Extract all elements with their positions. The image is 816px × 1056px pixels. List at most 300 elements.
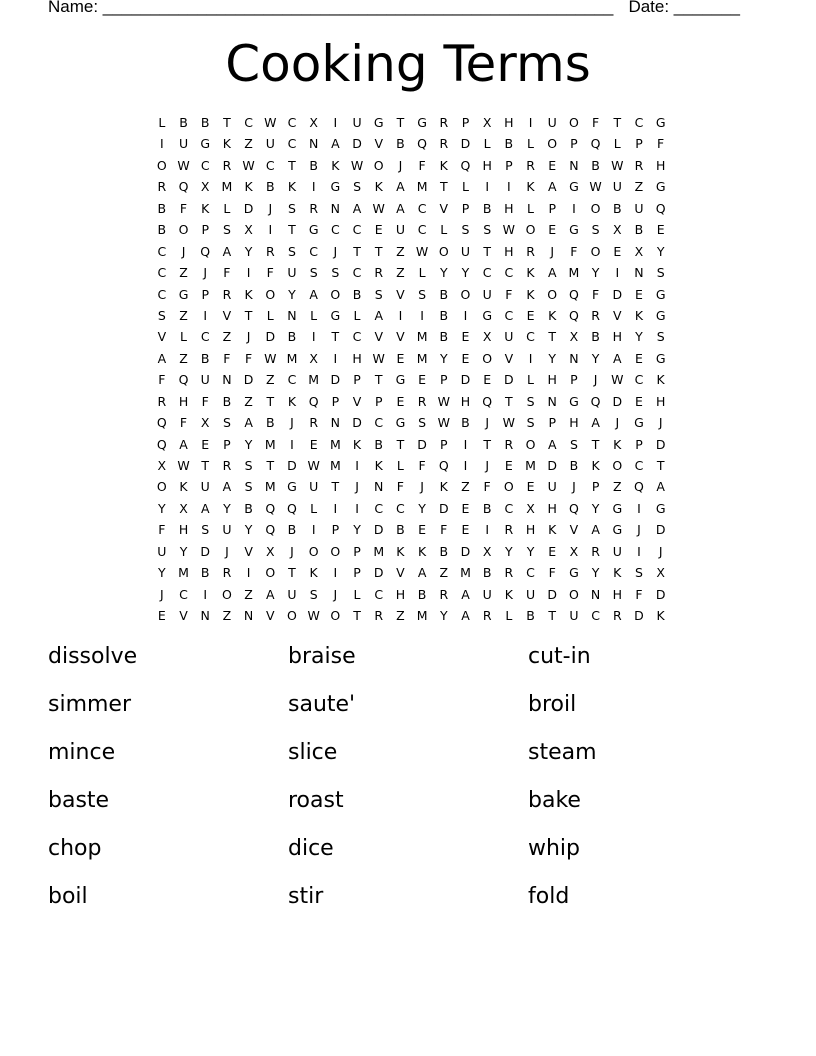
grid-letter: B [526,608,535,624]
grid-letter: M [286,350,298,366]
grid-letter: Z [179,307,188,323]
grid-letter: X [656,565,665,581]
grid-letter: T [483,243,491,259]
grid-letter: W [242,157,255,173]
grid-letter: T [331,479,340,495]
grid-letter: C [352,222,362,238]
grid-letter: A [244,415,253,431]
grid-letter: T [201,458,210,473]
grid-letter: E [548,222,557,238]
grid-letter: I [507,179,511,195]
word-list-item: roast [288,788,344,813]
grid-letter: A [547,179,557,195]
grid-letter: E [635,393,643,409]
grid-letter: M [221,179,233,195]
word-list-item: broil [528,692,577,717]
grid-letter: X [157,458,167,473]
grid-letter: C [504,500,514,516]
grid-letter: T [483,436,491,452]
grid-letter: P [374,393,383,409]
grid-letter: K [504,586,513,602]
grid-letter: B [200,565,210,581]
grid-letter: R [439,136,449,152]
grid-letter: C [526,329,535,345]
grid-letter: V [179,608,188,624]
grid-letter: K [613,436,622,452]
grid-letter: C [374,415,384,431]
grid-letter: G [655,350,666,366]
grid-letter: Q [156,415,167,431]
word-list-item: chop [48,836,102,861]
grid-letter: L [266,307,274,323]
grid-letter: J [398,157,403,173]
grid-letter: L [418,265,426,281]
grid-letter: R [591,543,600,559]
grid-letter: M [416,179,428,195]
grid-letter: Z [634,179,644,195]
grid-letter: M [525,458,536,473]
grid-letter: W [437,415,450,431]
grid-letter: U [504,329,514,345]
grid-letter: X [200,179,210,195]
grid-letter: D [373,565,384,581]
grid-letter: M [460,565,471,581]
grid-letter: E [548,157,557,173]
grid-letter: X [569,543,579,559]
grid-letter: P [570,136,578,152]
grid-letter: A [222,479,232,495]
grid-letter: Q [417,136,428,152]
grid-letter: L [310,500,318,516]
grid-letter: L [527,136,535,152]
grid-letter: B [352,286,362,302]
grid-letter: D [373,522,384,538]
grid-letter: K [613,565,622,581]
grid-letter: W [372,200,385,216]
grid-letter: S [526,393,535,409]
grid-letter: I [615,265,620,281]
grid-letter: A [179,436,188,452]
grid-letter: A [591,522,600,538]
grid-letter: G [655,307,666,323]
grid-letter: M [568,265,580,281]
grid-letter: T [591,436,600,452]
grid-letter: R [222,286,232,302]
grid-letter: G [655,500,666,516]
grid-letter: S [483,222,492,238]
grid-letter: J [658,543,663,559]
grid-letter: P [331,393,340,409]
grid-letter: V [374,329,383,345]
grid-letter: B [287,329,297,345]
grid-letter: U [178,136,189,152]
grid-letter: C [634,372,644,388]
grid-letter: I [311,522,316,538]
grid-letter: Y [179,543,188,559]
grid-letter: N [547,393,557,409]
grid-letter: D [460,136,471,152]
grid-letter: Z [396,608,405,624]
grid-letter: K [244,179,253,195]
grid-letter: K [656,372,665,388]
grid-letter: H [547,500,557,516]
grid-letter: Q [482,393,493,409]
grid-letter: O [373,157,384,173]
grid-letter: C [396,500,405,516]
grid-letter: B [244,500,253,516]
grid-letter: G [330,307,341,323]
grid-letter: X [265,543,275,559]
grid-letter: T [439,179,448,195]
grid-letter: E [526,479,535,495]
grid-letter: P [353,543,361,559]
grid-letter: X [200,415,210,431]
grid-letter: A [222,243,232,259]
grid-letter: R [634,157,644,173]
grid-letter: Y [591,265,600,281]
grid-letter: D [547,458,558,473]
grid-letter: X [569,329,579,345]
grid-letter: H [178,522,189,538]
grid-letter: N [330,200,341,216]
grid-letter: F [179,415,188,431]
grid-letter: G [395,415,406,431]
grid-letter: S [569,436,578,452]
grid-letter: I [485,522,489,538]
grid-letter: X [634,243,644,259]
grid-letter: C [157,286,167,302]
grid-letter: L [527,372,535,388]
grid-letter: T [266,393,275,409]
grid-letter: T [353,608,361,624]
grid-letter: C [287,136,297,152]
grid-letter: B [309,157,318,173]
grid-letter: I [203,307,208,323]
grid-letter: N [569,350,579,366]
grid-letter: H [352,350,362,366]
grid-letter: F [244,350,253,366]
grid-letter: E [613,243,622,259]
grid-letter: J [485,415,489,431]
grid-letter: K [222,136,231,152]
grid-letter: O [482,350,493,366]
grid-letter: A [309,286,318,302]
grid-letter: B [482,565,492,581]
grid-letter: G [569,179,579,195]
grid-letter: N [287,307,297,323]
grid-letter: I [420,307,424,323]
grid-letter: G [634,415,644,431]
grid-letter: R [439,115,449,130]
grid-letter: H [504,115,514,130]
grid-letter: T [288,157,296,173]
grid-letter: E [201,436,210,452]
grid-letter: P [440,436,448,452]
grid-letter: Y [526,543,535,559]
grid-letter: C [417,222,427,238]
grid-letter: Y [635,329,643,345]
grid-letter: J [420,479,424,495]
grid-letter: N [634,265,644,281]
grid-letter: D [438,500,449,516]
grid-letter: K [526,265,535,281]
grid-letter: U [460,243,471,259]
grid-letter: G [395,372,406,388]
grid-letter: D [352,136,362,152]
grid-letter: C [374,500,384,516]
grid-letter: Y [439,608,448,624]
grid-letter: C [200,157,210,173]
grid-letter: A [374,307,383,323]
grid-letter: E [461,329,470,345]
grid-letter: A [547,436,557,452]
grid-letter: H [612,329,622,345]
grid-letter: C [504,307,514,323]
grid-letter: B [439,286,449,302]
grid-letter: B [200,115,210,130]
grid-letter: T [331,329,340,345]
grid-letter: Q [265,500,276,516]
grid-letter: I [333,500,338,516]
grid-letter: U [395,222,405,238]
grid-letter: O [178,222,189,238]
word-list-item: braise [288,644,356,669]
grid-letter: R [417,393,427,409]
grid-letter: P [570,372,578,388]
grid-letter: P [223,436,231,452]
grid-letter: W [611,372,624,388]
grid-letter: J [593,372,598,388]
grid-letter: F [158,372,166,388]
grid-letter: F [223,350,231,366]
grid-letter: B [569,458,579,473]
letter-grid [151,112,672,627]
grid-letter: F [657,136,665,152]
grid-letter: J [290,415,294,431]
grid-letter: J [246,329,251,345]
grid-letter: T [374,372,383,388]
grid-letter: L [353,307,361,323]
grid-letter: F [635,586,643,602]
grid-letter: F [570,243,578,259]
grid-letter: L [223,200,231,216]
grid-letter: E [396,393,405,409]
grid-letter: I [463,458,468,473]
grid-letter: I [398,307,403,323]
grid-letter: J [572,479,576,495]
grid-letter: X [526,500,535,516]
grid-letter: W [264,350,277,366]
grid-letter: Z [396,265,405,281]
grid-letter: Q [460,157,471,173]
grid-letter: H [482,157,492,173]
grid-letter: I [246,565,251,581]
grid-letter: Y [505,543,513,559]
grid-letter: C [504,265,514,281]
date-field-label: Date: _______ [628,0,740,16]
grid-letter: S [222,222,231,238]
grid-letter: H [655,393,666,409]
grid-letter: M [416,329,428,345]
grid-letter: X [612,222,622,238]
grid-letter: B [504,136,514,152]
grid-letter: C [374,586,384,602]
grid-letter: D [287,458,297,473]
grid-letter: O [287,608,297,624]
grid-letter: V [222,307,232,323]
grid-letter: F [440,522,448,538]
grid-letter: B [396,522,405,538]
grid-letter: P [353,372,361,388]
grid-letter: C [309,243,319,259]
grid-letter: E [396,350,405,366]
word-list-item: stir [288,884,324,909]
grid-letter: S [418,286,427,302]
grid-letter: D [243,372,254,388]
grid-letter: O [590,243,601,259]
grid-letter: I [311,329,316,345]
grid-letter: E [504,458,513,473]
grid-letter: Z [244,393,253,409]
page-title: Cooking Terms [225,35,591,93]
grid-letter: I [246,265,251,281]
grid-letter: U [569,608,579,624]
grid-letter: G [569,565,579,581]
grid-letter: J [160,586,164,602]
grid-letter: J [203,265,208,281]
grid-letter: N [569,157,579,173]
grid-letter: A [461,608,470,624]
grid-letter: E [157,608,166,624]
grid-letter: Z [396,243,405,259]
grid-letter: R [309,200,318,216]
grid-letter: B [591,157,600,173]
grid-letter: Y [353,522,361,538]
grid-letter: K [352,436,362,452]
grid-letter: S [656,265,665,281]
grid-letter: Q [655,200,666,216]
grid-letter: W [502,222,516,238]
grid-letter: N [200,608,210,624]
grid-letter: X [482,329,492,345]
grid-letter: A [656,479,665,495]
grid-letter: R [222,458,232,473]
grid-letter: C [287,115,297,130]
grid-letter: Y [548,350,557,366]
grid-letter: D [634,608,644,624]
grid-letter: Z [461,479,470,495]
grid-letter: I [311,179,316,195]
grid-letter: R [374,265,384,281]
grid-letter: V [396,565,405,581]
grid-letter: V [396,286,405,302]
grid-letter: B [417,586,427,602]
grid-letter: P [461,115,470,130]
grid-letter: O [330,286,341,302]
grid-letter: D [655,522,666,538]
grid-letter: U [547,479,557,495]
grid-letter: I [528,350,533,366]
grid-letter: T [223,115,231,130]
grid-letter: K [526,179,535,195]
grid-letter: E [461,500,470,516]
grid-letter: Z [439,565,449,581]
grid-letter: G [200,136,211,152]
header [48,0,740,17]
grid-letter: C [200,329,210,345]
grid-letter: B [591,329,600,345]
grid-letter: Y [158,500,166,516]
grid-letter: E [418,522,427,538]
grid-letter: L [483,136,491,152]
grid-letter: R [526,243,535,259]
grid-letter: R [504,565,514,581]
grid-letter: B [396,136,405,152]
grid-letter: T [396,115,405,130]
grid-letter: Q [156,436,167,452]
grid-letter: L [180,329,188,345]
grid-letter: P [353,565,361,581]
grid-letter: R [157,393,167,409]
grid-letter: I [528,115,533,130]
grid-letter: K [374,458,383,473]
grid-letter: S [526,415,535,431]
grid-letter: Z [222,329,232,345]
grid-letter: C [330,222,340,238]
grid-letter: P [440,372,448,388]
grid-letter: O [547,286,558,302]
grid-letter: A [461,586,470,602]
grid-letter: Y [439,350,448,366]
grid-letter: H [612,586,622,602]
grid-letter: S [635,565,643,581]
grid-letter: R [591,307,600,323]
grid-letter: Y [591,350,600,366]
grid-letter: U [612,179,622,195]
grid-letter: S [244,479,253,495]
grid-letter: U [352,115,362,130]
grid-letter: D [612,393,623,409]
grid-letter: K [591,458,600,473]
word-list-item: simmer [48,692,132,717]
grid-letter: H [460,393,471,409]
grid-letter: T [288,222,296,238]
grid-letter: R [222,565,232,581]
grid-letter: I [203,586,208,602]
grid-letter: S [157,307,166,323]
grid-letter: F [396,479,404,495]
word-list-item: baste [48,788,110,813]
grid-letter: K [374,179,383,195]
grid-letter: M [329,436,341,452]
grid-letter: O [330,608,341,624]
grid-letter: F [418,157,426,173]
grid-letter: O [308,543,319,559]
grid-letter: R [222,157,232,173]
grid-letter: W [589,179,602,195]
grid-letter: E [635,286,643,302]
grid-letter: J [658,415,663,431]
grid-letter: S [353,179,361,195]
grid-letter: W [502,415,516,431]
grid-letter: J [355,479,359,495]
grid-letter: O [568,115,579,130]
grid-letter: S [656,329,665,345]
grid-letter: U [157,543,167,559]
grid-letter: E [656,222,665,238]
grid-letter: S [222,415,231,431]
grid-letter: L [396,458,404,473]
